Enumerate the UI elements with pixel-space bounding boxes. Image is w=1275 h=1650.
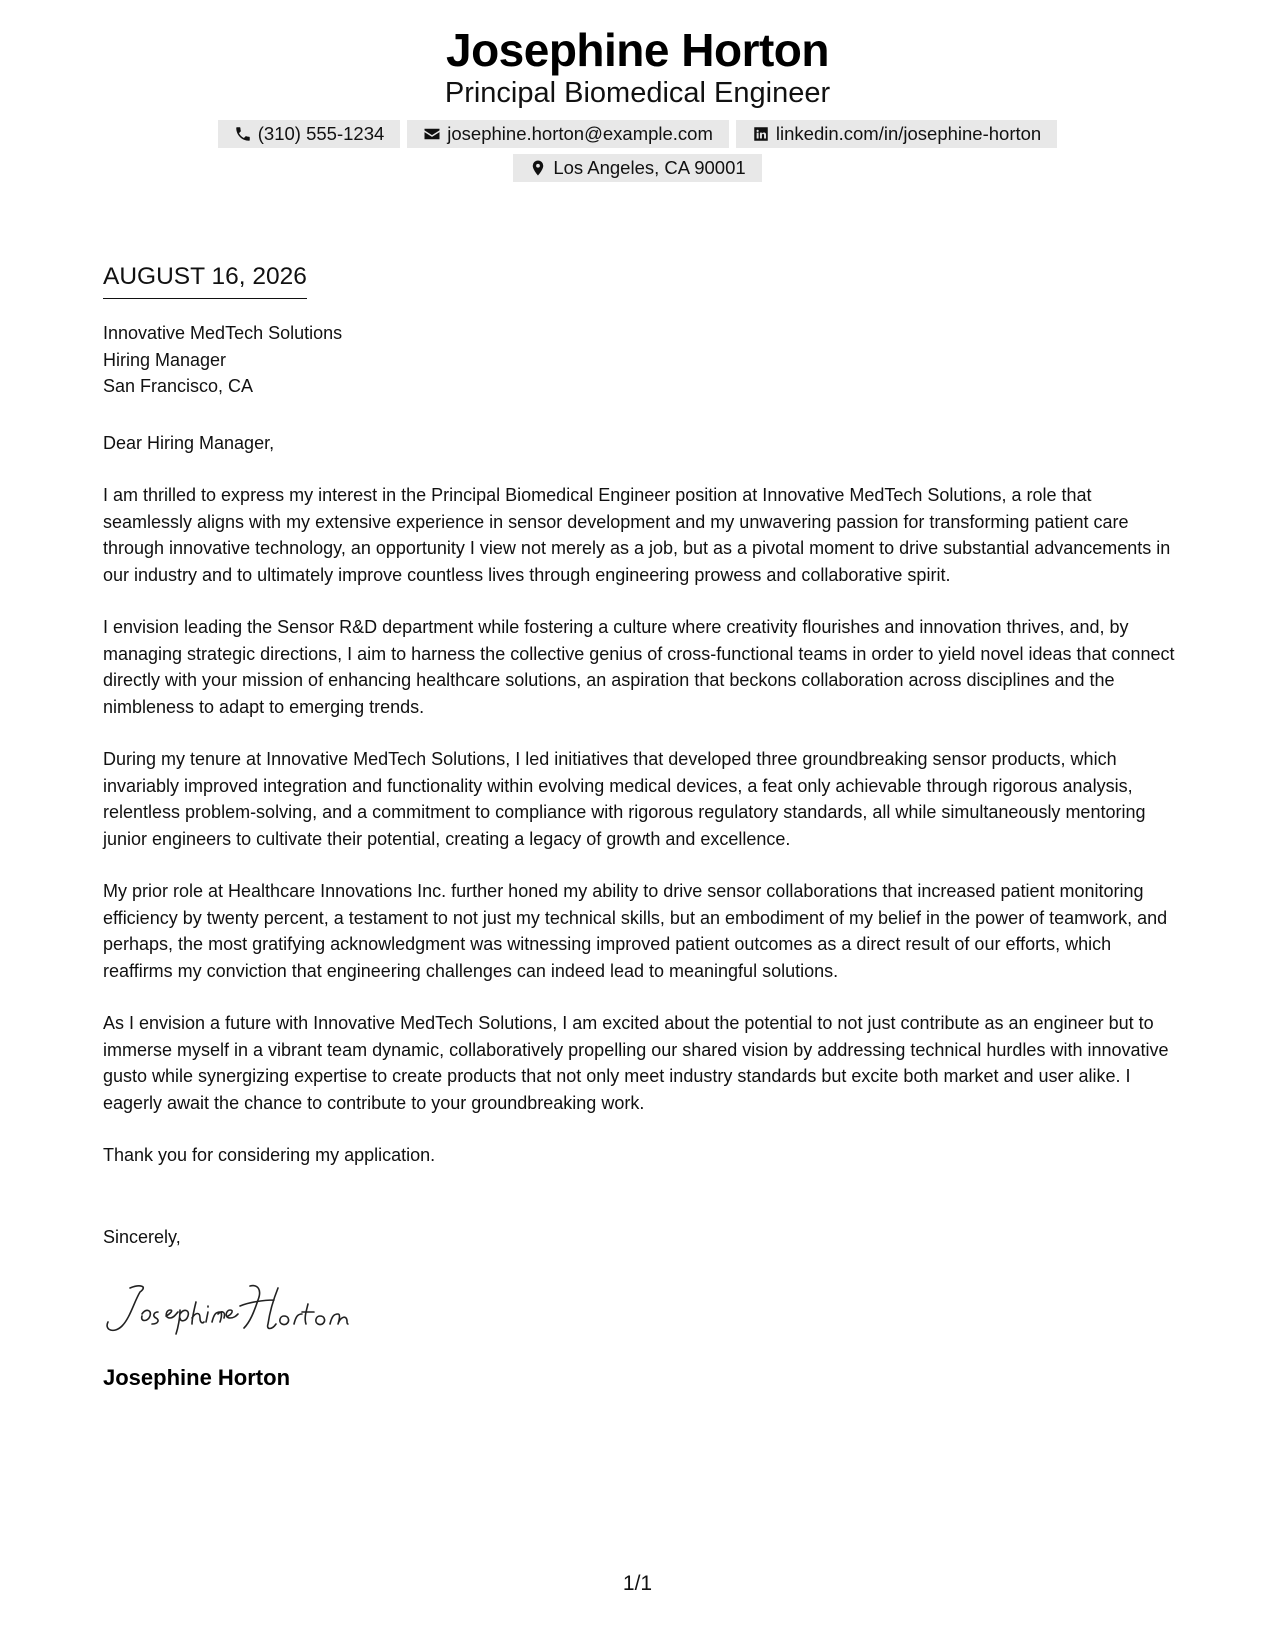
handwritten-signature bbox=[100, 1280, 370, 1338]
body-paragraph: I envision leading the Sensor R&D department while fostering a culture where creativity flourishes and innovation thrives, and, by managing strategic directions, I aim to harness the collective genius of cross-functional teams in order to yield novel ideas that connect directly with your mission of enhancing healthcare solutions, an aspiration that beckons collaboration across disciplines and the nimbleness to adapt to emerging trends. bbox=[103, 617, 1175, 717]
letter-body bbox=[103, 482, 1178, 1195]
phone-text: (310) 555-1234 bbox=[257, 123, 385, 144]
linkedin-link[interactable]: linkedin.com/in/josephine-horton bbox=[775, 123, 1042, 144]
location-pin-icon bbox=[529, 159, 547, 177]
closing: Sincerely, bbox=[103, 1227, 181, 1247]
linkedin-chip[interactable] bbox=[736, 120, 1057, 148]
body-paragraph: Thank you for considering my application. bbox=[103, 1145, 436, 1165]
phone-icon bbox=[234, 125, 252, 143]
recipient-location: San Francisco, CA bbox=[103, 376, 254, 396]
email-link[interactable]: josephine.horton@example.com bbox=[447, 123, 713, 144]
email-chip[interactable] bbox=[407, 120, 729, 148]
body-paragraph: During my tenure at Innovative MedTech Solutions, I led initiatives that developed three groundbreaking sensor products, which invariably improved integration and functionality within evolving medical devices, a feat only achievable through rigorous analysis, relentless problem-solving, and a commitment to compliance with rigorous regulatory standards, all while simultaneously mentoring junior engineers to cultivate their potential, creating a legacy of growth and excellence. bbox=[103, 749, 1146, 849]
recipient-company: Innovative MedTech Solutions bbox=[103, 323, 343, 343]
page-number: 1/1 bbox=[622, 1572, 653, 1595]
contact-row-2 bbox=[0, 154, 1275, 182]
applicant-title: Principal Biomedical Engineer bbox=[444, 77, 831, 109]
body-paragraph: As I envision a future with Innovative MedTech Solutions, I am excited about the potential to not just contribute as an engineer but to immerse myself in a vibrant team dynamic, collaboratively propelling our shared vision by addressing technical hurdles with innovative gusto while synergizing expertise to create products that not only meet industry standards but excite both market and user alike. I eagerly await the chance to contribute to your groundbreaking work. bbox=[103, 1013, 1169, 1113]
letter-header bbox=[0, 22, 1275, 182]
body-paragraph: My prior role at Healthcare Innovations Inc. further honed my ability to drive sensor collaborations that increased patient monitoring efficiency by twenty percent, a testament to not just my technical skills, but an embodiment of my belief in the power of teamwork, and perhaps, the most gratifying acknowledgment was witnessing improved patient outcomes as a direct result of our efforts, which reaffirms my conviction that engineering challenges can indeed lead to meaningful solutions. bbox=[103, 881, 1168, 981]
envelope-icon bbox=[423, 125, 441, 143]
greeting: Dear Hiring Manager, bbox=[103, 433, 275, 453]
recipient-block bbox=[103, 320, 1178, 400]
phone-chip bbox=[218, 120, 401, 148]
location-text: Los Angeles, CA 90001 bbox=[553, 157, 746, 178]
applicant-name: Josephine Horton bbox=[445, 24, 830, 76]
location-chip bbox=[513, 154, 761, 182]
body-paragraph: I am thrilled to express my interest in the Principal Biomedical Engineer position at Innovative MedTech Solutions, a role that seamlessly aligns with my extensive experience in sensor development and my unwavering passion for transforming patient care through innovative technology, an opportunity I view not merely as a job, but as a pivotal moment to drive substantial advancements in our industry and to ultimately improve countless lives through engineering prowess and collaborative spirit. bbox=[103, 485, 1171, 585]
contact-row bbox=[0, 120, 1275, 148]
linkedin-icon bbox=[752, 125, 770, 143]
signed-name: Josephine Horton bbox=[103, 1365, 291, 1390]
recipient-person: Hiring Manager bbox=[103, 349, 227, 370]
letter-date: AUGUST 16, 2026 bbox=[103, 262, 307, 299]
